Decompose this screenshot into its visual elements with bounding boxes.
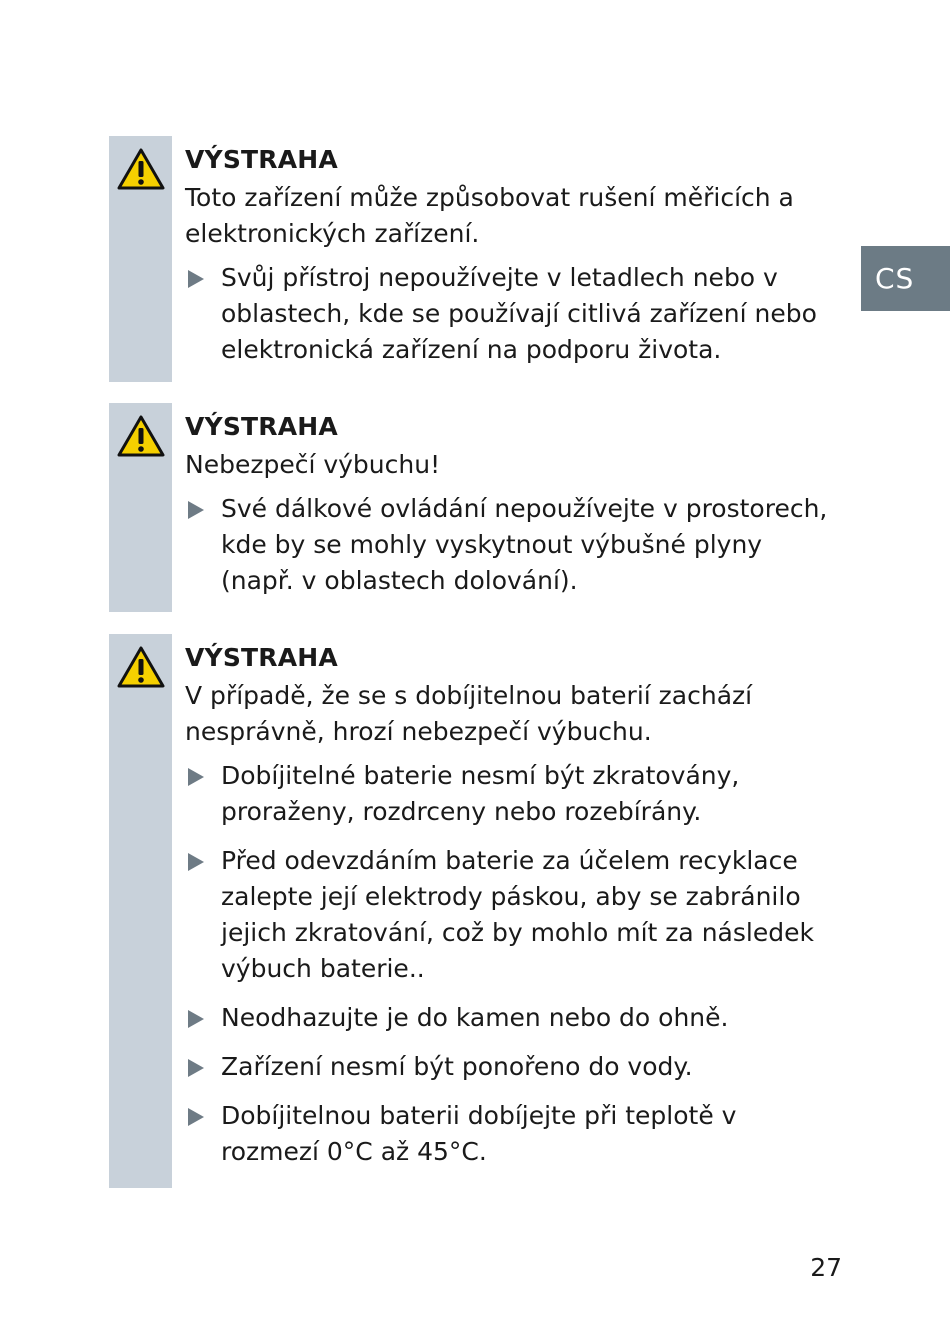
- warning-block-1: [109, 136, 839, 382]
- warning-bullet-list: [185, 260, 839, 368]
- bullet-arrow-icon: [188, 501, 204, 519]
- warning-bullet-list: [185, 758, 839, 1170]
- list-item: [185, 491, 839, 599]
- list-item-text: Dobíjitelnou baterii dobíjejte při teplotě v rozmezí 0°C až 45°C.: [221, 1101, 737, 1166]
- list-item-text: Dobíjitelné baterie nesmí být zkratovány, proraženy, rozdrceny nebo rozebírány.: [221, 761, 740, 826]
- list-item: [185, 843, 839, 987]
- bullet-arrow-icon: [188, 1108, 204, 1126]
- warning-text: V případě, že se s dobíjitelnou baterií zachází nesprávně, hrozí nebezpečí výbuchu.: [185, 681, 753, 746]
- list-item-text: Zařízení nesmí být ponořeno do vody.: [221, 1052, 693, 1081]
- warning-text: Nebezpečí výbuchu!: [185, 450, 441, 479]
- warning-content: [185, 411, 839, 612]
- list-item-text: Před odevzdáním baterie za účelem recyklace zalepte její elektrody páskou, aby se zabránilo jejich zkratování, což by mohlo mít za následek výbuch baterie..: [221, 846, 814, 983]
- list-item: [185, 1098, 839, 1170]
- list-item-text: Svůj přístroj nepoužívejte v letadlech nebo v oblastech, kde se používají citlivá zařízení nebo elektronická zařízení na podporu života.: [221, 263, 817, 364]
- list-item-text: Neodhazujte je do kamen nebo do ohně.: [221, 1003, 729, 1032]
- list-item: [185, 758, 839, 830]
- list-item-text: Své dálkové ovládání nepoužívejte v prostorech, kde by se mohly vyskytnout výbušné plyny (např. v oblastech dolování).: [221, 494, 828, 595]
- warning-triangle-icon: [117, 646, 165, 688]
- warning-content: [185, 642, 839, 1183]
- warning-block-2: [109, 403, 839, 612]
- bullet-arrow-icon: [188, 853, 204, 871]
- warning-bullet-list: [185, 491, 839, 599]
- bullet-arrow-icon: [188, 1010, 204, 1028]
- warning-text: Toto zařízení může způsobovat rušení měřicích a elektronických zařízení.: [185, 183, 794, 248]
- warning-title: VÝSTRAHA: [185, 643, 338, 672]
- warning-content: [185, 144, 839, 381]
- page-number: 27: [810, 1253, 842, 1282]
- bullet-arrow-icon: [188, 1059, 204, 1077]
- warning-block-3: [109, 634, 839, 1188]
- list-item: [185, 1000, 839, 1036]
- bullet-arrow-icon: [188, 270, 204, 288]
- language-tab: CS: [861, 246, 950, 311]
- warning-title: VÝSTRAHA: [185, 145, 338, 174]
- warning-triangle-icon: [117, 415, 165, 457]
- warning-title: VÝSTRAHA: [185, 412, 338, 441]
- list-item: [185, 1049, 839, 1085]
- bullet-arrow-icon: [188, 768, 204, 786]
- warning-triangle-icon: [117, 148, 165, 190]
- warning-sidebar-bar: [109, 634, 172, 1188]
- list-item: [185, 260, 839, 368]
